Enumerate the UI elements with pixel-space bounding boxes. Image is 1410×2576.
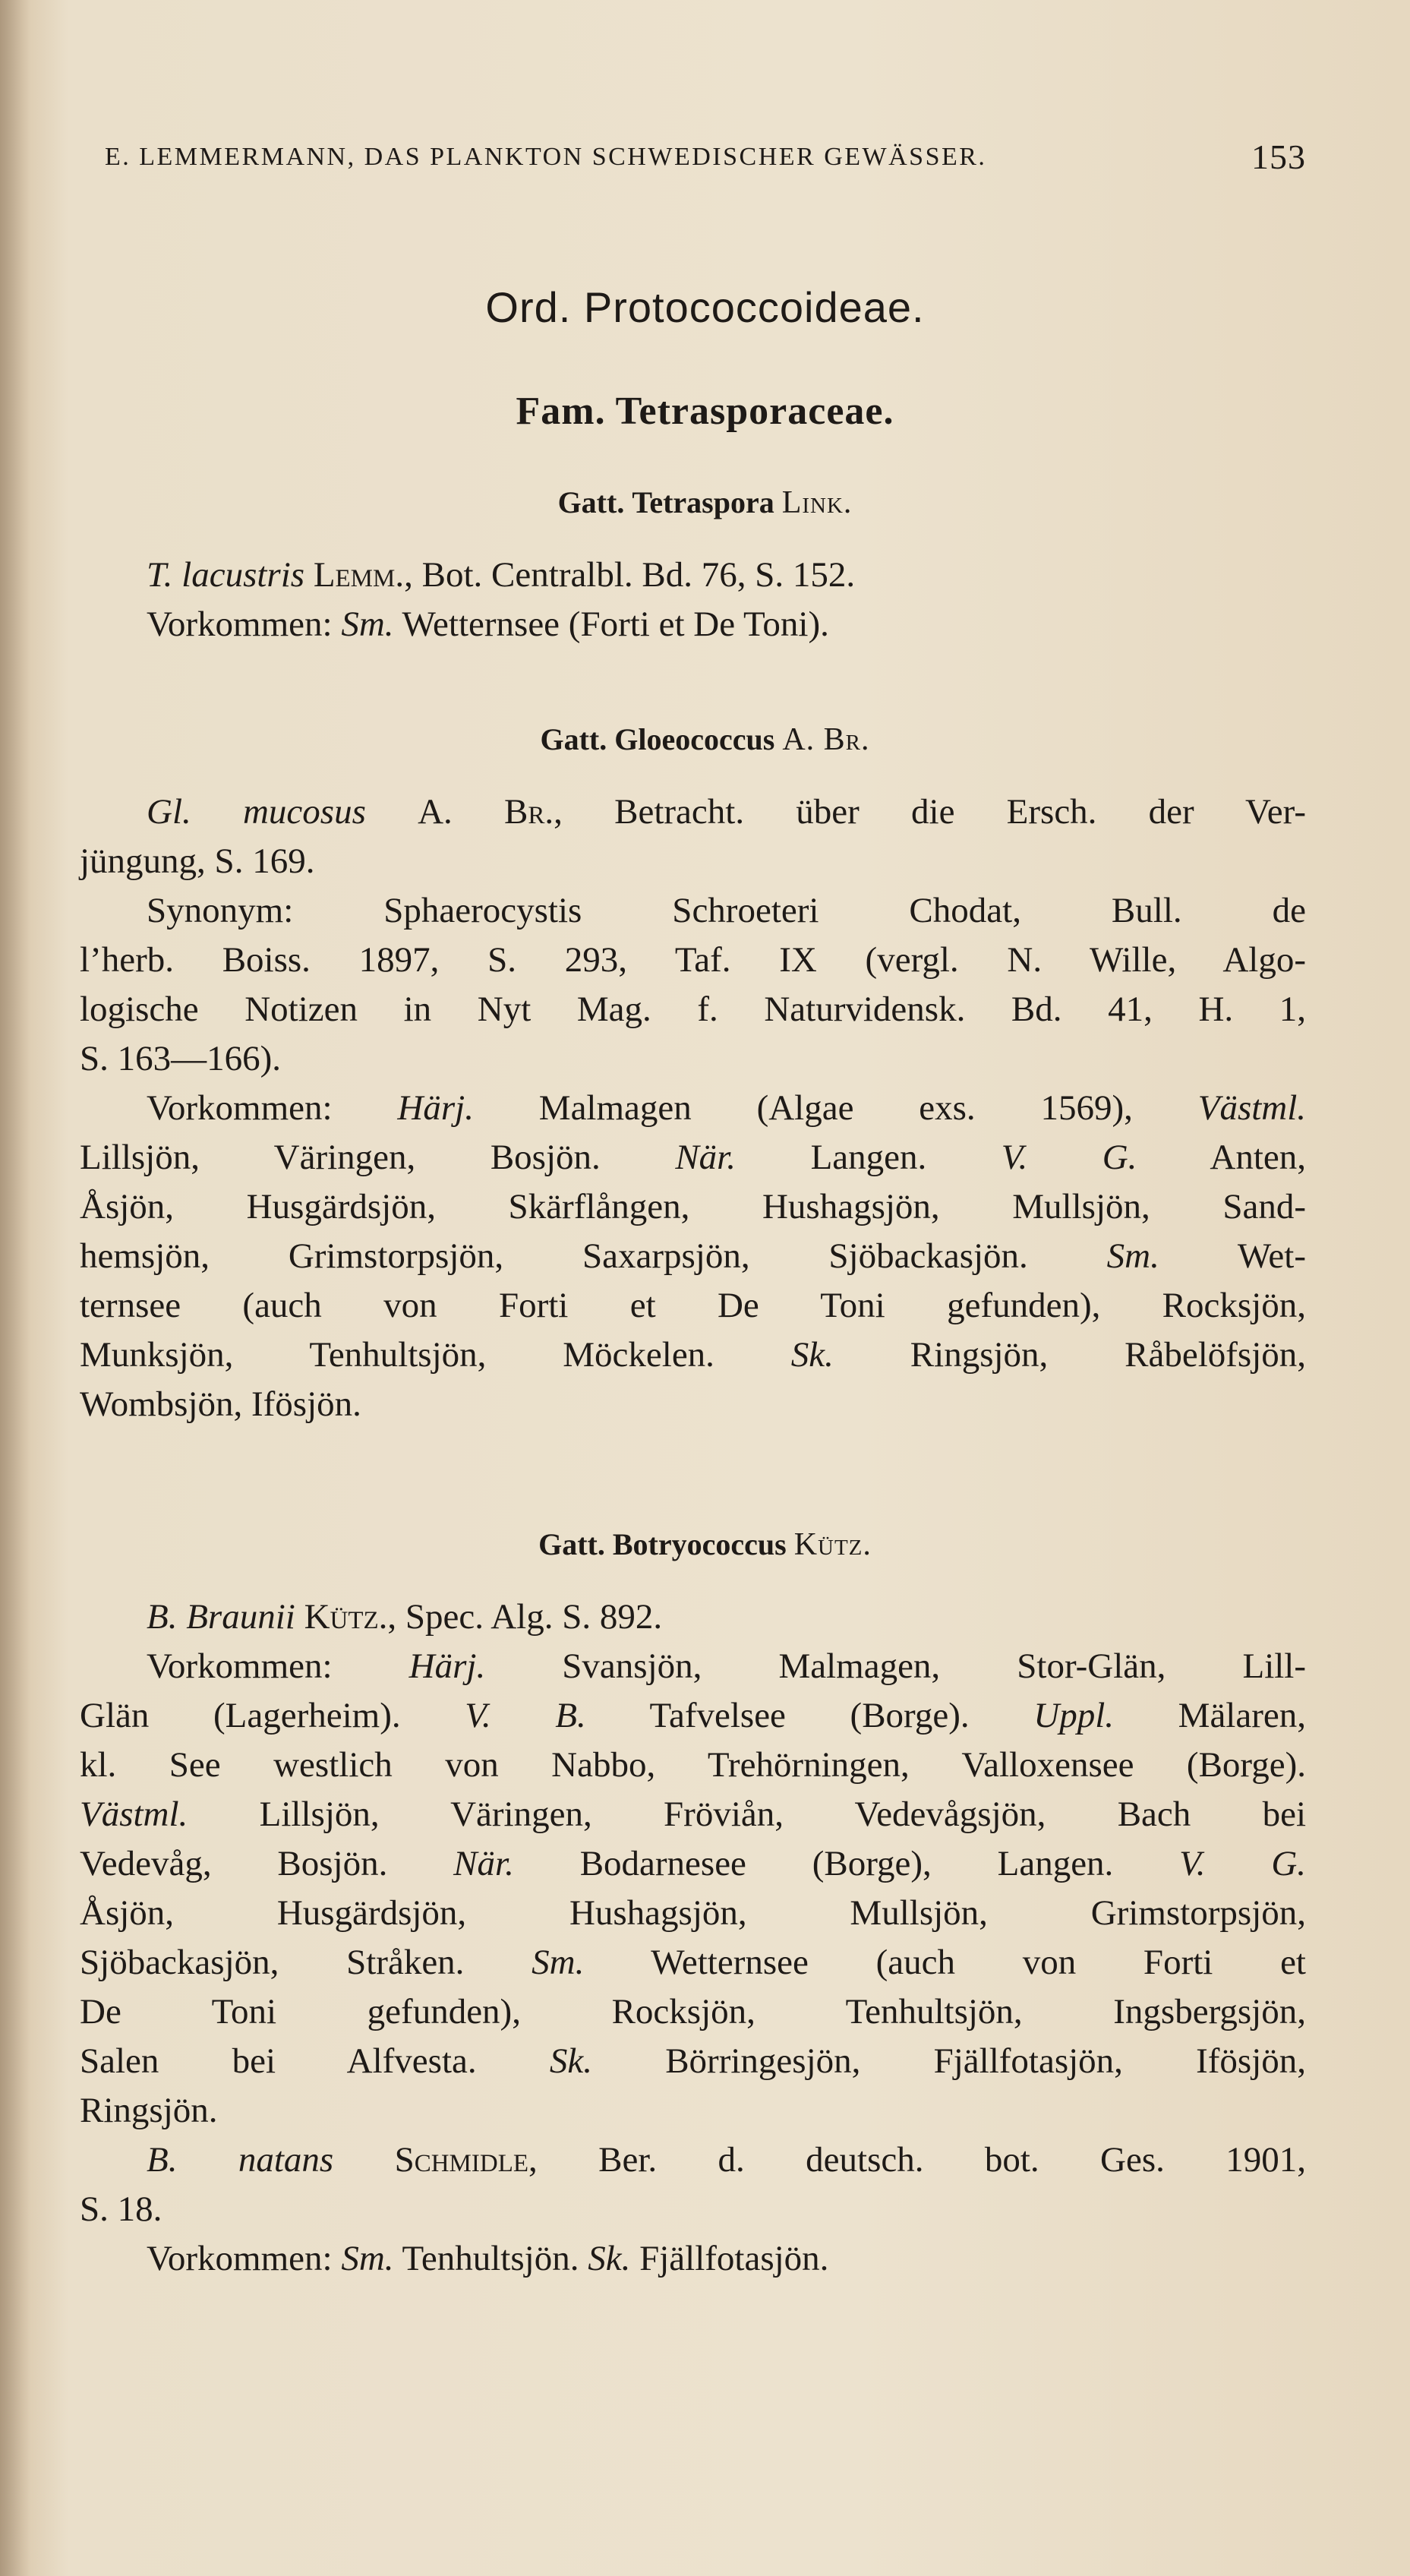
occurrence-line [80,1084,1306,1133]
region-abbrev: Uppl. [1033,1696,1115,1735]
locality-text: Svansjön, Malmagen, Stor-Glän, Lill- [562,1646,1307,1686]
region-abbrev: När. [453,1844,514,1883]
citation-text: , Spec. Alg. S. 892. [387,1597,663,1637]
occurrence-line: Ringsjön. [80,2091,218,2130]
species-author: Schmidle [394,2140,529,2180]
genus-heading-gloeococcus [0,721,1410,758]
occurrence-line: Åsjön, Husgärdsjön, Skärflången, Hushagsjön, Mullsjön, Sand- [80,1187,1306,1226]
gatt-label: Gatt. [538,1527,605,1561]
occurrence-line [80,1642,1306,1691]
occurrence-line [80,1691,1306,1741]
species-citation [80,788,1306,837]
occurrence-line [80,2234,1306,2284]
occurrence-line [80,1839,1306,1889]
species-name: Gl. mucosus [147,792,366,832]
citation-continuation: S. 18. [80,2189,162,2229]
page-number: 153 [1251,137,1306,176]
region-abbrev: V. G. [1179,1844,1307,1883]
region-abbrev: Härj. [408,1646,486,1686]
locality-text: Wet- [1237,1236,1306,1276]
region-abbrev: Sm. [341,2239,394,2278]
occurrence-line [80,1232,1306,1281]
species-name: B. Braunii [147,1597,295,1637]
synonym-line: l’herb. Boiss. 1897, S. 293, Taf. IX (vergl. N. Wille, Algo- [80,940,1306,980]
region-abbrev: V. G. [1001,1138,1137,1177]
genus-author: Kütz. [793,1527,872,1562]
occurrence-line [80,1938,1306,1987]
occurrence-line: De Toni gefunden), Rocksjön, Tenhultsjön, Ingsbergsjön, [80,1992,1306,2031]
synonym-line: S. 163—166). [80,1039,282,1078]
gatt-label: Gatt. [557,485,625,519]
locality-text: Bodarnesee (Borge), Langen. [579,1844,1114,1883]
locality-text: Lillsjön, Väringen, Bosjön. [80,1138,601,1177]
entry-botryococcus [80,1593,1306,2284]
locality-text: Börringesjön, Fjällfotasjön, Ifösjön, [665,2041,1307,2081]
region-abbrev: Sk. [549,2041,592,2081]
locality-text: Lillsjön, Väringen, Fröviån, Vedevågsjön, Bach bei [259,1795,1306,1834]
synonym-line: Synonym: Sphaerocystis Schroeteri Chodat, Bull. de [147,891,1306,930]
region-abbrev: Sm. [341,605,394,644]
running-head: E. LEMMERMANN, DAS PLANKTON SCHWEDISCHER GEWÄSSER. [105,143,987,171]
species-name: T. lacustris [147,555,305,595]
locality-text: Fjällfotasjön. [639,2239,829,2278]
occurrence-line [80,1331,1306,1380]
locality-text: Ringsjön, Råbelöfsjön, [910,1335,1307,1375]
occurrence-label: Vorkommen: [147,605,333,644]
occurrence-line [80,600,1306,649]
region-abbrev: V. B. [465,1696,586,1735]
genus-name: Botryococcus [612,1527,787,1561]
region-abbrev: Västml. [80,1795,188,1834]
gatt-label: Gatt. [540,722,607,756]
locality-text: Langen. [810,1138,927,1177]
locality-text: Vedevåg, Bosjön. [80,1844,388,1883]
occurrence-line [80,2037,1306,2086]
order-heading: Ord. Protococcoideae. [485,283,925,331]
binding-gutter-shadow [0,0,30,2576]
locality-text: Tenhultsjön. [402,2239,579,2278]
genus-author: A. Br. [782,722,870,757]
region-abbrev: Sm. [1106,1236,1159,1276]
species-citation [80,1593,1306,1642]
locality-text: Wetternsee (Forti et De Toni). [402,605,829,644]
locality-text: Sjöbackasjön, Stråken. [80,1943,465,1982]
locality-text: Salen bei Alfvesta. [80,2041,477,2081]
genus-name: Gloeococcus [614,722,775,756]
region-abbrev: När. [675,1138,737,1177]
species-author: Lemm. [313,555,405,595]
locality-text: Mälaren, [1178,1696,1306,1735]
genus-heading-tetraspora [0,485,1410,521]
genus-heading-botryococcus [0,1526,1410,1563]
occurrence-line: Åsjön, Husgärdsjön, Hushagsjön, Mullsjön, Grimstorpsjön, [80,1893,1306,1933]
citation-text: , Bot. Centralbl. Bd. 76, S. 152. [404,555,856,595]
locality-text: Munksjön, Tenhultsjön, Möckelen. [80,1335,714,1375]
occurrence-line: Wombsjön, Ifösjön. [80,1384,361,1424]
locality-text: Anten, [1210,1138,1307,1177]
region-abbrev: Sk. [588,2239,631,2278]
locality-text: hemsjön, Grimstorpsjön, Saxarpsjön, Sjöbackasjön. [80,1236,1028,1276]
citation-continuation: jüngung, S. 169. [80,841,315,881]
genus-name: Tetraspora [632,485,774,519]
occurrence-line: kl. See westlich von Nabbo, Trehörningen, Valloxensee (Borge). [80,1745,1306,1785]
region-abbrev: Västml. [1197,1088,1307,1128]
species-citation [80,551,1306,600]
occurrence-line [80,1790,1306,1839]
species-name: B. natans [147,2140,334,2180]
genus-author: Link. [781,485,853,520]
citation-text: , Betracht. über die Ersch. der Ver- [554,792,1307,832]
species-author: A. Br. [418,792,554,832]
occurrence-label: Vorkommen: [147,1088,333,1128]
locality-text: Wetternsee (auch von Forti et [651,1943,1306,1982]
region-abbrev: Sk. [790,1335,834,1375]
occurrence-label: Vorkommen: [147,1646,333,1686]
region-abbrev: Härj. [397,1088,474,1128]
occurrence-line: ternsee (auch von Forti et De Toni gefunden), Rocksjön, [80,1286,1306,1325]
citation-text: , Ber. d. deutsch. bot. Ges. 1901, [528,2140,1306,2180]
family-heading: Fam. Tetrasporaceae. [516,390,894,433]
occurrence-label: Vorkommen: [147,2239,333,2278]
species-author: Kütz. [304,1597,388,1637]
occurrence-line [80,1133,1306,1182]
synonym-line: logische Notizen in Nyt Mag. f. Naturvidensk. Bd. 41, H. 1, [80,990,1306,1029]
locality-text: Tafvelsee (Borge). [649,1696,970,1735]
region-abbrev: Sm. [532,1943,585,1982]
locality-text: Glän (Lagerheim). [80,1696,401,1735]
entry-tetraspora [80,551,1306,649]
entry-gloeococcus [80,788,1306,1429]
species-citation [80,2136,1306,2185]
locality-text: Malmagen (Algae exs. 1569), [538,1088,1133,1128]
